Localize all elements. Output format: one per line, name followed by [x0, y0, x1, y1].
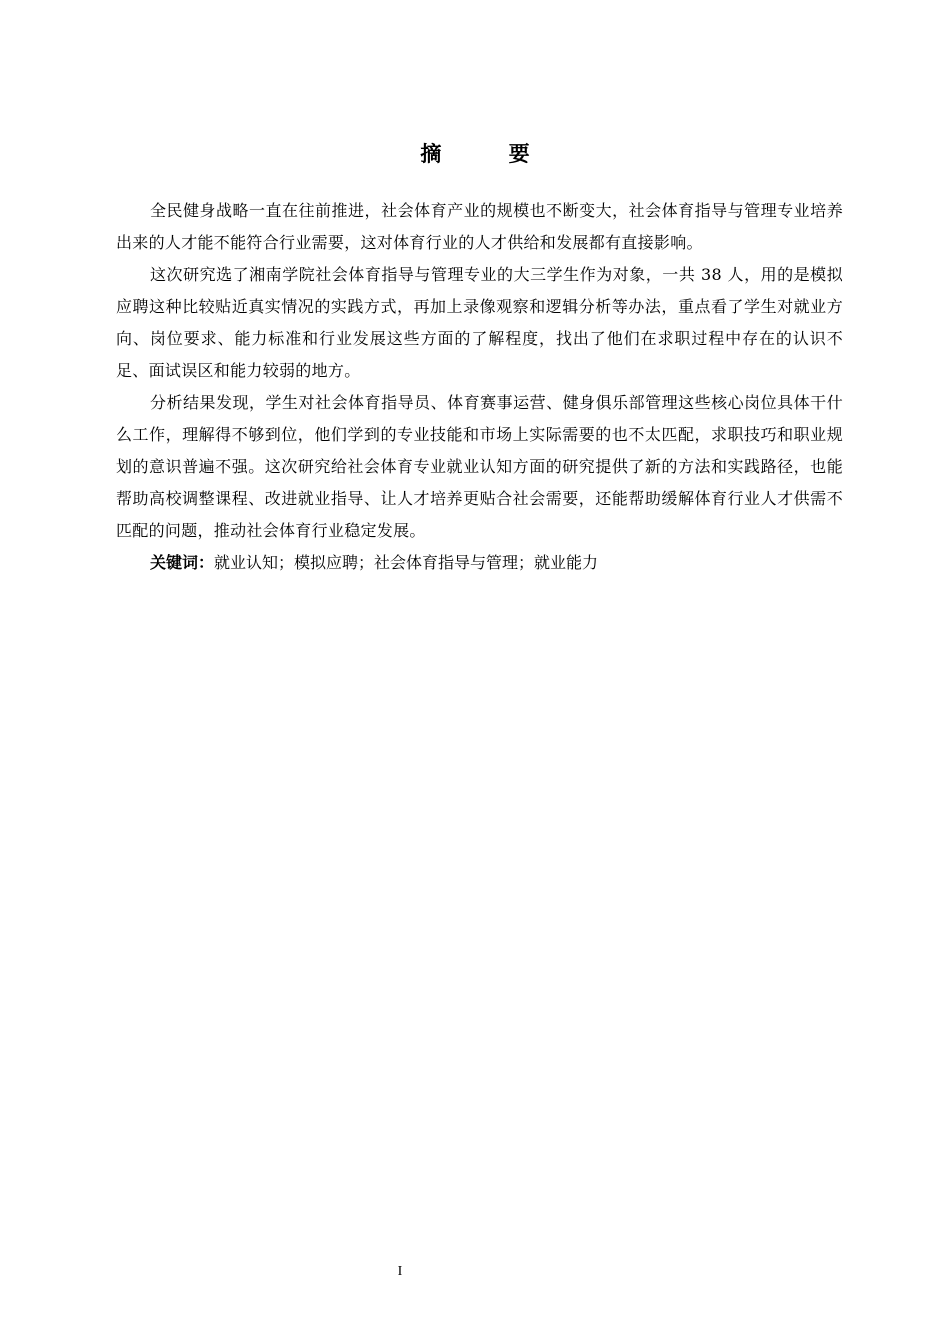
keywords-line	[116, 547, 843, 579]
abstract-body	[116, 195, 843, 579]
abstract-paragraph-1: 全民健身战略一直在往前推进，社会体育产业的规模也不断变大，社会体育指导与管理专业培养出来的人才能不能符合行业需要，这对体育行业的人才供给和发展都有直接影响。	[116, 201, 843, 252]
abstract-paragraph-3: 分析结果发现，学生对社会体育指导员、体育赛事运营、健身俱乐部管理这些核心岗位具体干什么工作，理解得不够到位，他们学到的专业技能和市场上实际需要的也不太匹配，求职技巧和职业规划的意识普遍不强。这次研究给社会体育专业就业认知方面的研究提供了新的方法和实践路径，也能帮助高校调整课程、改进就业指导、让人才培养更贴合社会需要，还能帮助缓解体育行业人才供需不匹配的问题，推动社会体育行业稳定发展。	[116, 393, 843, 540]
abstract-paragraph-2: 这次研究选了湘南学院社会体育指导与管理专业的大三学生作为对象，一共 38 人，用的是模拟应聘这种比较贴近真实情况的实践方式，再加上录像观察和逻辑分析等办法，重点看了学生对就业方向、岗位要求、能力标准和行业发展这些方面的了解程度，找出了他们在求职过程中存在的认识不足、面试误区和能力较弱的地方。	[116, 265, 843, 380]
abstract-title: 摘 要	[420, 142, 560, 166]
keywords-text: 就业认知；模拟应聘；社会体育指导与管理；就业能力	[214, 553, 599, 572]
page-number: I	[397, 1264, 403, 1279]
keywords-label: 关键词：	[150, 553, 215, 572]
